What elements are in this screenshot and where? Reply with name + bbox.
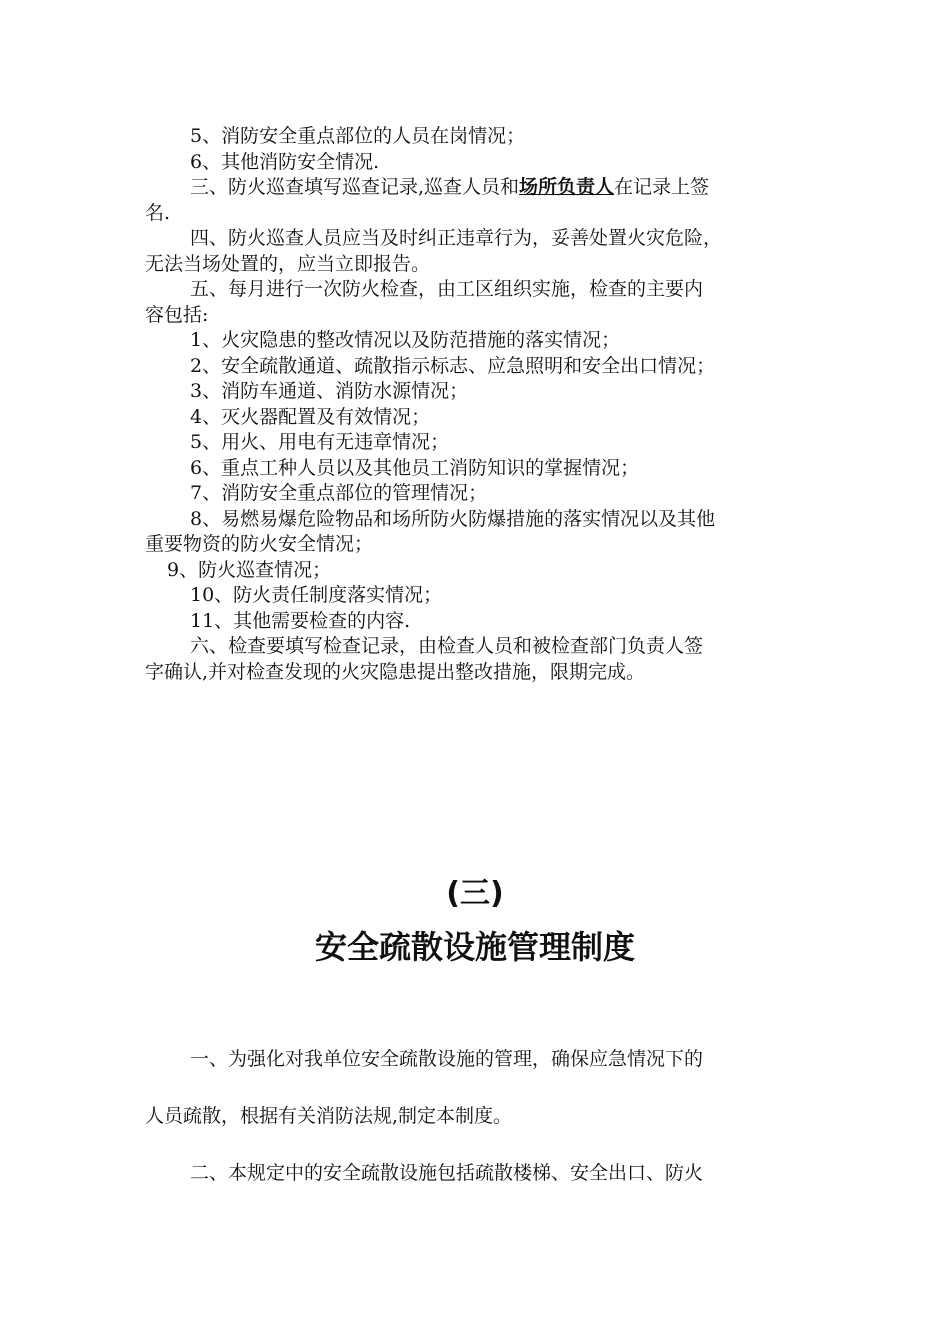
text-line <box>145 175 810 201</box>
text-line: 无法当场处置的，应当立即报告。 <box>145 252 431 275</box>
list-item: 2、安全疏散通道、疏散指示标志、应急照明和安全出口情况； <box>190 354 716 377</box>
evacuation-paragraph-2 <box>145 1158 810 1188</box>
list-item: 11、其他需要检查的内容. <box>190 609 411 632</box>
text-line: 6、其他消防安全情况. <box>190 150 380 173</box>
list-item: 7、消防安全重点部位的管理情况； <box>190 482 488 504</box>
evacuation-paragraph-1 <box>145 1044 810 1074</box>
text-fragment: 三、防火巡查填写巡查记录,巡查人员和 <box>190 176 520 198</box>
fire-inspection-section <box>145 124 810 685</box>
text-line: 名. <box>145 201 171 224</box>
text-line: 容包括: <box>145 303 209 326</box>
text-line: 5、消防安全重点部位的人员在岗情况； <box>190 125 526 147</box>
text-line: 人员疏散，根据有关消防法规,制定本制度。 <box>145 1105 513 1127</box>
list-item: 9、防火巡查情况； <box>167 558 332 581</box>
list-item-continuation: 重要物资的防火安全情况； <box>145 533 374 555</box>
section-title: 安全疏散设施管理制度 <box>314 928 635 966</box>
list-item: 6、重点工种人员以及其他员工消防知识的掌握情况； <box>190 456 640 479</box>
text-fragment: 在记录上签 <box>614 176 710 198</box>
text-line: 五、每月进行一次防火检查，由工区组织实施，检查的主要内 <box>190 278 704 300</box>
underlined-term: 场所负责人 <box>519 176 615 198</box>
text-line: 字确认,并对检查发现的火灾隐患提出整改措施，限期完成。 <box>145 660 646 683</box>
list-item: 1、火灾隐患的整改情况以及防范措施的落实情况； <box>190 329 621 351</box>
text-line: 六、检查要填写检查记录，由检查人员和被检查部门负责人签 <box>190 635 704 657</box>
list-item: 5、用火、用电有无违章情况； <box>190 431 450 453</box>
text-line: 一、为强化对我单位安全疏散设施的管理，确保应急情况下的 <box>190 1048 704 1070</box>
list-item: 10、防火责任制度落实情况； <box>190 584 443 606</box>
list-item: 3、消防车通道、消防水源情况； <box>190 380 469 402</box>
list-item: 4、灭火器配置及有效情况； <box>190 405 431 428</box>
section-number: (三) <box>446 876 504 911</box>
text-line: 四、防火巡查人员应当及时纠正违章行为，妥善处置火灾危险， <box>190 227 723 249</box>
text-line: 二、本规定中的安全疏散设施包括疏散楼梯、安全出口、防火 <box>190 1162 704 1184</box>
list-item: 8、易燃易爆危险物品和场所防火防爆措施的落实情况以及其他 <box>190 507 716 530</box>
evacuation-paragraph-1-cont <box>145 1101 810 1131</box>
